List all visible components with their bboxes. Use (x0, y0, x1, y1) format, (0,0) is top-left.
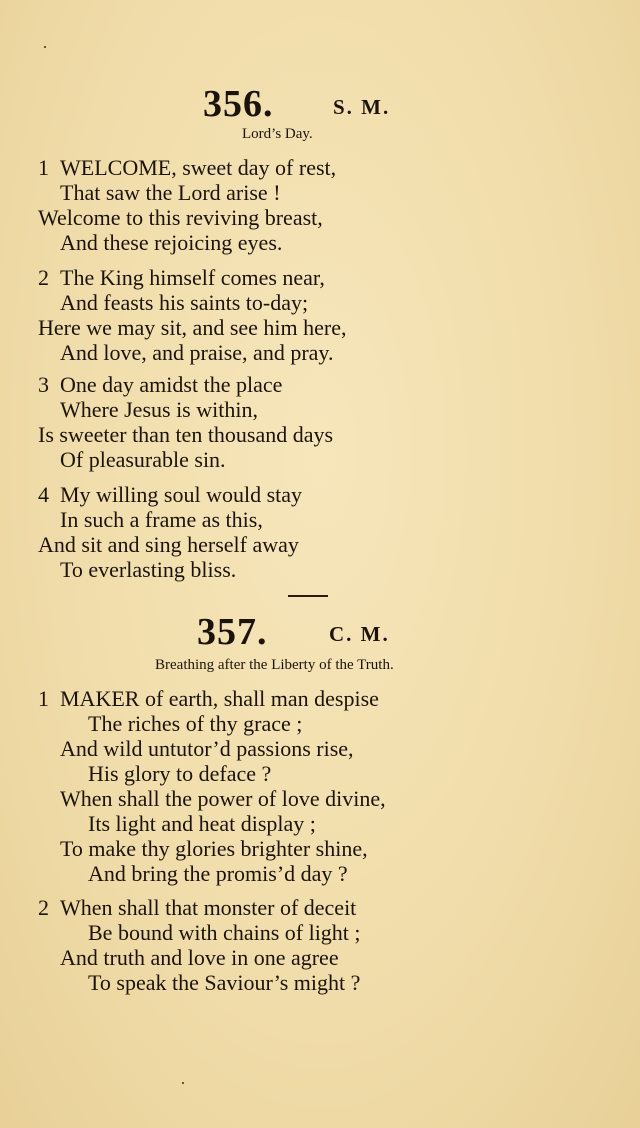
hymn-356-header (203, 82, 274, 126)
verse-line: To speak the Saviour’s might ? (88, 970, 361, 995)
hymn-number: 357. (197, 611, 268, 653)
paper-speck (44, 46, 46, 48)
verse-line: And love, and praise, and pray. (60, 340, 334, 365)
verse-number: 2 (38, 265, 49, 290)
verse-line: To everlasting bliss. (60, 557, 237, 582)
hymn-357-meter (329, 622, 390, 647)
meter-label: C. M. (329, 622, 390, 646)
hymn-357-title: Breathing after the Liberty of the Truth. (155, 657, 394, 673)
verse-line: And truth and love in one agree (60, 945, 339, 970)
verse-line: In such a frame as this, (60, 507, 263, 532)
verse-line: Here we may sit, and see him here, (38, 315, 347, 340)
verse-line: 1 WELCOME, sweet day of rest, (38, 155, 337, 180)
verse-line: And feasts his saints to-day; (60, 290, 309, 315)
section-divider (288, 595, 328, 597)
verse-number: 4 (38, 482, 49, 507)
verse-line: And these rejoicing eyes. (60, 230, 283, 255)
verse-line: And sit and sing herself away (38, 532, 299, 557)
verse-line: To make thy glories brighter shine, (60, 836, 368, 861)
verse-line: The riches of thy grace ; (88, 711, 303, 736)
verse-number: 2 (38, 895, 49, 920)
verse-line: And bring the promis’d day ? (88, 861, 348, 886)
verse-number: 1 (38, 686, 49, 711)
verse-line: Is sweeter than ten thousand days (38, 422, 334, 447)
verse-line: And wild untutor’d passions rise, (60, 736, 354, 761)
verse-line: Be bound with chains of light ; (88, 920, 361, 945)
verse-line: Where Jesus is within, (60, 397, 258, 422)
meter-label: S. M. (333, 95, 391, 119)
paper-speck (182, 1082, 184, 1084)
verse-line: Of pleasurable sin. (60, 447, 226, 472)
verse-line: 4 My willing soul would stay (38, 482, 303, 507)
verse-number: 1 (38, 155, 49, 180)
verse-line: Welcome to this reviving breast, (38, 205, 323, 230)
hymn-number: 356. (203, 83, 274, 125)
verse-line: 2 When shall that monster of deceit (38, 895, 357, 920)
hymn-356-meter (333, 95, 390, 120)
verse-line: 1 MAKER of earth, shall man despise (38, 686, 379, 711)
verse-line: 3 One day amidst the place (38, 372, 283, 397)
verse-line: 2 The King himself comes near, (38, 265, 325, 290)
verse-line: Its light and heat display ; (88, 811, 316, 836)
verse-line: That saw the Lord arise ! (60, 180, 281, 205)
verse-number: 3 (38, 372, 49, 397)
verse-line: When shall the power of love divine, (60, 786, 386, 811)
hymn-357-header (197, 610, 268, 654)
hymn-356-title: Lord’s Day. (242, 126, 313, 142)
verse-line: His glory to deface ? (88, 761, 272, 786)
